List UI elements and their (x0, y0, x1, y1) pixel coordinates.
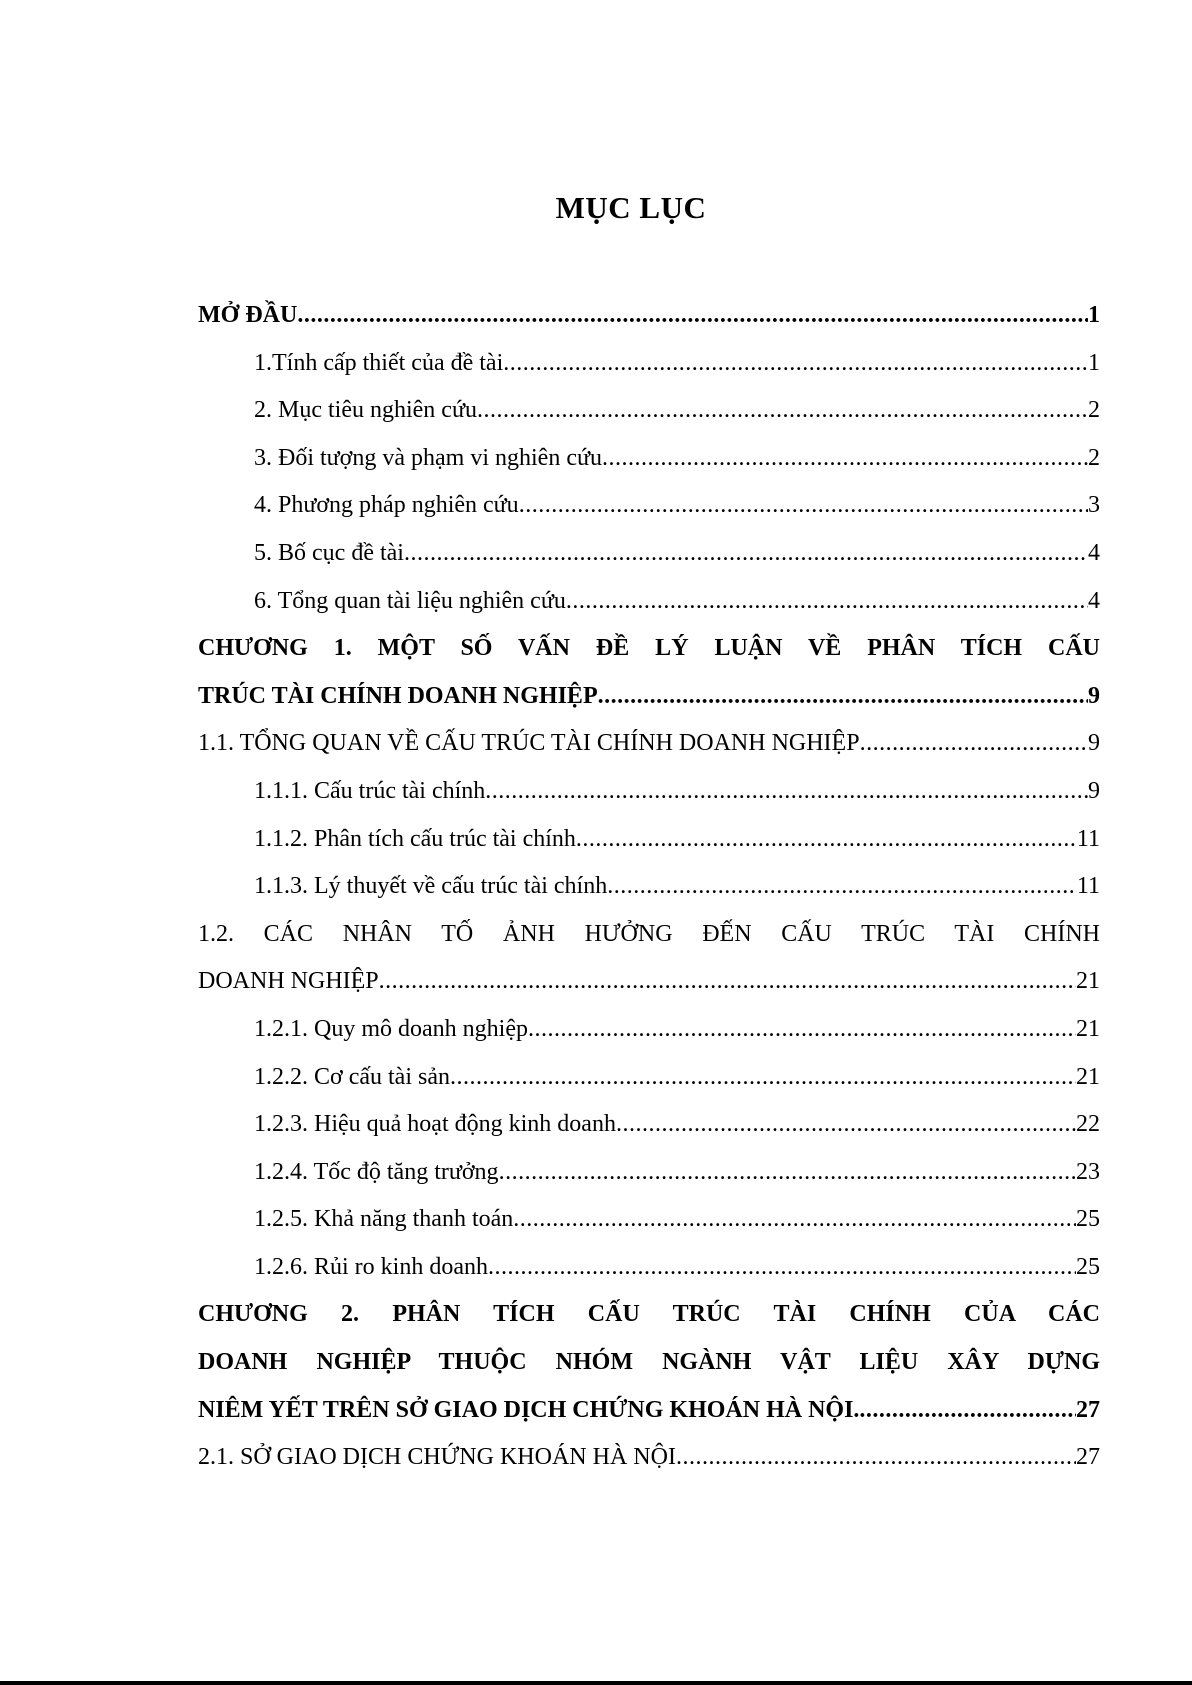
toc-entry-label: 5. Bố cục đề tài (254, 539, 404, 566)
dot-leader (528, 1006, 1076, 1054)
toc-entry-page: 25 (1076, 1206, 1100, 1233)
toc-entry[interactable] (198, 816, 1100, 864)
toc-entry-page: 9 (1088, 777, 1100, 804)
dot-leader (503, 340, 1088, 388)
toc-entry-chapter-2[interactable] (198, 1291, 1100, 1434)
dot-leader (297, 292, 1088, 340)
toc-entry-label: MỞ ĐẦU (198, 302, 298, 328)
toc-entry-section-2-1[interactable] (198, 1434, 1100, 1482)
toc-entry-page: 22 (1076, 1111, 1100, 1138)
toc-entry[interactable] (198, 1196, 1100, 1244)
toc-entry-label: DOANH NGHIỆP (198, 968, 379, 995)
toc-entry-label: 1.1. TỔNG QUAN VỀ CẤU TRÚC TÀI CHÍNH DOANH NGHIỆP (198, 730, 860, 757)
dot-leader (477, 387, 1088, 435)
toc-entry-label-line: CHƯƠNG 1. MỘT SỐ VẤN ĐỀ LÝ LUẬN VỀ PHÂN TÍCH CẤU (198, 635, 1100, 662)
toc-entry-section-1-1[interactable] (198, 720, 1100, 768)
toc-entry-label: 3. Đối tượng và phạm vi nghiên cứu (254, 444, 602, 471)
toc-entry-page: 25 (1076, 1253, 1100, 1280)
toc-entry-label: 1.2.1. Quy mô doanh nghiệp (254, 1015, 528, 1042)
toc-entry-page: 2 (1088, 444, 1100, 471)
toc-entry[interactable] (198, 1054, 1100, 1102)
toc-entry[interactable] (198, 1149, 1100, 1197)
toc-entry-page: 4 (1088, 587, 1100, 614)
toc-entry-page: 21 (1076, 968, 1100, 995)
toc-entry-label: 1.2.3. Hiệu quả hoạt động kinh doanh (254, 1111, 616, 1138)
toc-entry[interactable] (198, 340, 1100, 388)
toc-entry-label: 2. Mục tiêu nghiên cứu (254, 397, 477, 424)
dot-leader (519, 482, 1088, 530)
toc-entry-page: 3 (1088, 492, 1100, 519)
toc-entry[interactable] (198, 482, 1100, 530)
dot-leader (488, 1244, 1076, 1292)
toc-entry-label-line: DOANH NGHIỆP THUỘC NHÓM NGÀNH VẬT LIỆU XÂY DỰNG (198, 1349, 1100, 1376)
toc-entry-page: 1 (1088, 349, 1100, 376)
dot-leader (485, 768, 1088, 816)
toc-entry-page: 1 (1088, 302, 1100, 328)
toc-entry-page: 21 (1076, 1015, 1100, 1042)
dot-leader (404, 530, 1088, 578)
dot-leader (607, 863, 1077, 911)
toc-entry-page: 21 (1076, 1063, 1100, 1090)
toc-entry-label: 1.2.6. Rủi ro kinh doanh (254, 1253, 488, 1280)
dot-leader (602, 435, 1088, 483)
toc-entry-label: NIÊM YẾT TRÊN SỞ GIAO DỊCH CHỨNG KHOÁN HÀ NỘI. (198, 1396, 860, 1423)
toc-entry-label: 1.2.5. Khả năng thanh toán (254, 1206, 514, 1233)
dot-leader (379, 958, 1076, 1006)
toc-entry[interactable] (198, 1244, 1100, 1292)
toc-entry-page: 27 (1076, 1444, 1100, 1471)
toc-entry-page: 11 (1076, 873, 1100, 900)
toc-entry[interactable] (198, 768, 1100, 816)
dot-leader (513, 1196, 1076, 1244)
toc-entry-page: 11 (1076, 825, 1100, 852)
dot-leader (566, 578, 1088, 626)
toc-entry-label: 1.Tính cấp thiết của đề tài (254, 349, 504, 376)
page-title: MỤC LỤC (555, 190, 707, 225)
toc-entry-label: 1.1.3. Lý thuyết về cấu trúc tài chính (254, 873, 608, 900)
toc-entry-label: 1.2.4. Tốc độ tăng trưởng (254, 1158, 499, 1185)
toc-entry-page: 27 (1076, 1396, 1100, 1423)
toc-entry[interactable] (198, 435, 1100, 483)
toc-entry-label: 4. Phương pháp nghiên cứu (254, 492, 519, 519)
dot-leader (860, 720, 1088, 768)
dot-leader (450, 1054, 1076, 1102)
toc-entry[interactable] (198, 530, 1100, 578)
toc-entry-label-line: 1.2. CÁC NHÂN TỐ ẢNH HƯỞNG ĐẾN CẤU TRÚC TÀI CHÍNH (198, 920, 1100, 947)
toc-entry-label: 2.1. SỞ GIAO DỊCH CHỨNG KHOÁN HÀ NỘI (198, 1444, 676, 1471)
toc-entry-page: 2 (1088, 397, 1100, 424)
toc-entry[interactable] (198, 863, 1100, 911)
dot-leader (859, 1387, 1076, 1435)
toc-entry-page: 4 (1088, 539, 1100, 566)
toc-entry[interactable] (198, 1101, 1100, 1149)
dot-leader (616, 1101, 1076, 1149)
toc-entry-chapter-1[interactable] (198, 625, 1100, 720)
toc-entry-page: 23 (1076, 1158, 1100, 1185)
toc-entry-label: TRÚC TÀI CHÍNH DOANH NGHIỆP (198, 682, 598, 709)
toc-entry-label-line: CHƯƠNG 2. PHÂN TÍCH CẤU TRÚC TÀI CHÍNH CỦA CÁC (198, 1301, 1100, 1328)
toc-entry-label: 6. Tổng quan tài liệu nghiên cứu (254, 587, 566, 614)
dot-leader (576, 816, 1077, 864)
dot-leader (598, 673, 1088, 721)
toc-entry-label: 1.1.2. Phân tích cấu trúc tài chính (254, 825, 576, 852)
toc-entry-page: 9 (1088, 682, 1100, 709)
dot-leader (676, 1434, 1076, 1482)
page-bottom-edge (0, 1681, 1192, 1685)
dot-leader (499, 1149, 1076, 1197)
table-of-contents (198, 292, 1100, 1482)
toc-entry[interactable] (198, 387, 1100, 435)
toc-entry-label: 1.1.1. Cấu trúc tài chính (254, 777, 486, 804)
toc-entry-page: 9 (1088, 730, 1100, 757)
toc-entry-label: 1.2.2. Cơ cấu tài sản (254, 1063, 450, 1090)
toc-entry[interactable] (198, 578, 1100, 626)
toc-entry-section-1-2[interactable] (198, 911, 1100, 1006)
toc-entry-mo-dau[interactable] (198, 292, 1100, 340)
toc-entry[interactable] (198, 1006, 1100, 1054)
